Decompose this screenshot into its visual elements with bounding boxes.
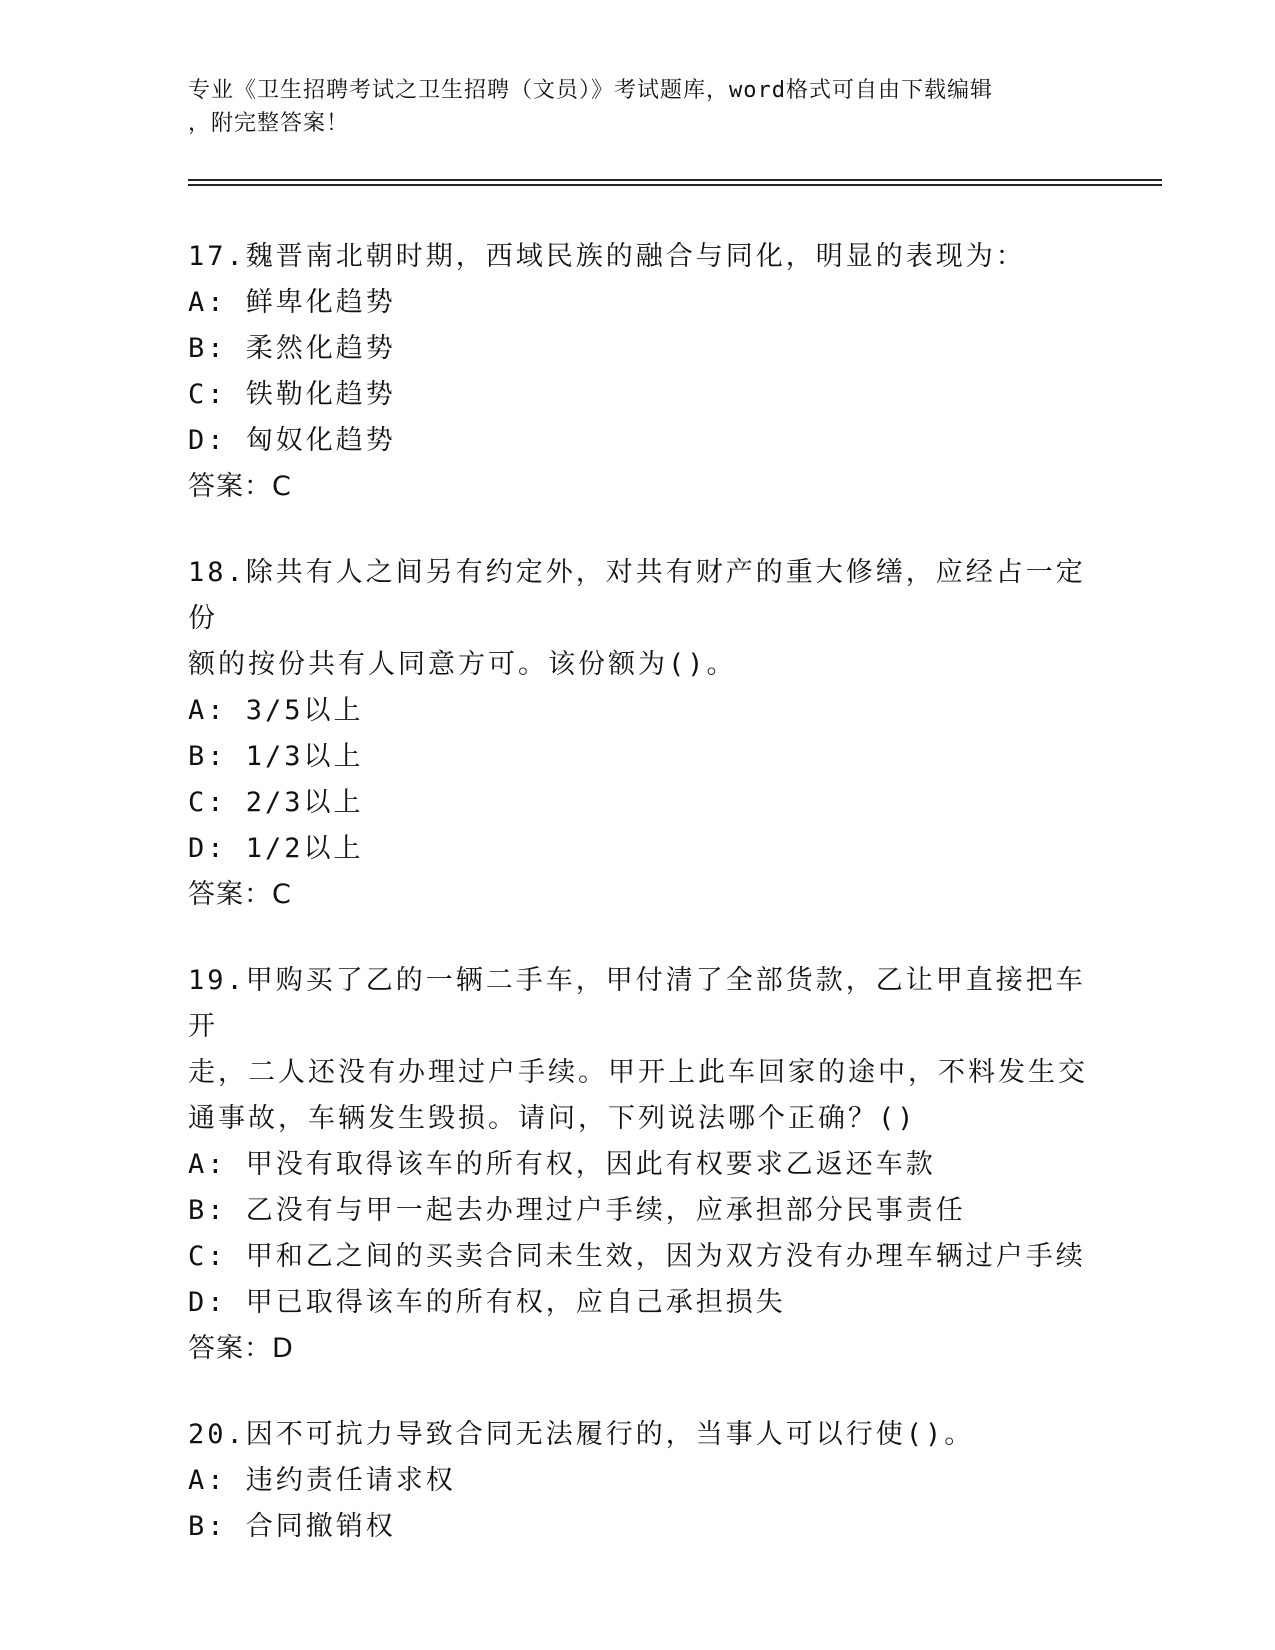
header-line-2: ，附完整答案！ [188,111,350,136]
question-stem: 走，二人还没有办理过户手续。甲开上此车回家的途中，不料发生交 [188,1057,1088,1088]
option-b: B: 合同撤销权 [188,1511,396,1542]
answer-label: 答案：C [188,471,292,502]
option-c: C: 甲和乙之间的买卖合同未生效，因为双方没有办理车辆过户手续 [188,1241,1086,1272]
question-stem: 19.甲购买了乙的一辆二手车，甲付清了全部货款，乙让甲直接把车开 [188,965,1086,1042]
option-d: D: 甲已取得该车的所有权，应自己承担损失 [188,1287,786,1318]
question-list [188,234,1088,1590]
question-stem: 18.除共有人之间另有约定外，对共有财产的重大修缮，应经占一定份 [188,557,1086,634]
option-a: A: 甲没有取得该车的所有权，因此有权要求乙返还车款 [188,1149,936,1180]
option-b: B: 1/3以上 [188,741,364,772]
option-b: B: 乙没有与甲一起去办理过户手续，应承担部分民事责任 [188,1195,966,1226]
answer-label: 答案：C [188,879,292,910]
option-d: D: 匈奴化趋势 [188,425,396,456]
option-a: A: 鲜卑化趋势 [188,287,396,318]
option-d: D: 1/2以上 [188,833,364,864]
header-divider-bottom [188,184,1162,186]
question-stem: 20.因不可抗力导致合同无法履行的，当事人可以行使()。 [188,1419,975,1450]
question-20 [188,1412,1088,1550]
option-c: C: 铁勒化趋势 [188,379,396,410]
option-a: A: 3/5以上 [188,695,364,726]
option-a: A: 违约责任请求权 [188,1465,456,1496]
question-stem: 通事故，车辆发生毁损。请问，下列说法哪个正确？() [188,1103,917,1134]
question-19 [188,958,1088,1372]
question-17 [188,234,1088,510]
question-stem: 额的按份共有人同意方可。该份额为()。 [188,649,737,680]
header-line-1: 专业《卫生招聘考试之卫生招聘（文员）》考试题库，word格式可自由下载编辑 [188,78,993,103]
question-stem: 17.魏晋南北朝时期，西域民族的融合与同化，明显的表现为： [188,241,1026,272]
header-divider-top [188,179,1162,181]
document-header [188,74,1068,140]
option-b: B: 柔然化趋势 [188,333,396,364]
option-c: C: 2/3以上 [188,787,364,818]
answer-label: 答案：D [188,1333,294,1364]
question-18 [188,550,1088,918]
